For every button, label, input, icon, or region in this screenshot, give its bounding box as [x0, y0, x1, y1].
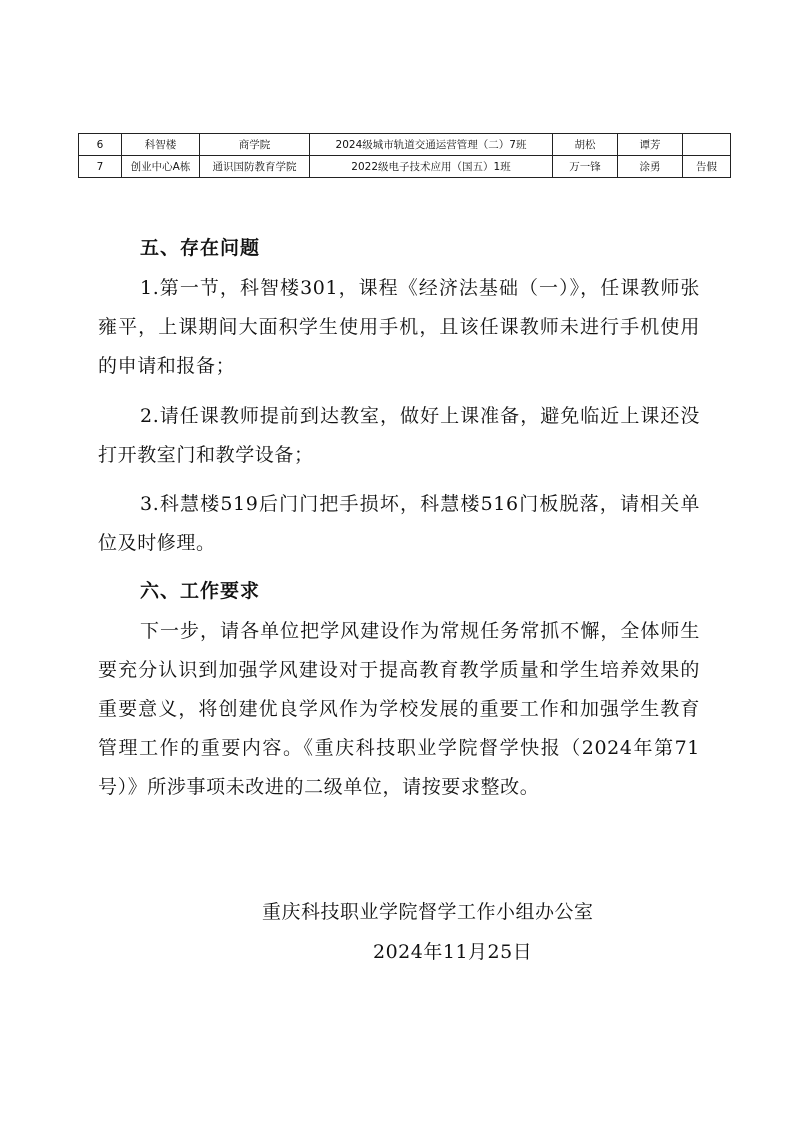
- table-cell-supervisor: 涂勇: [618, 156, 683, 178]
- issue-item-3: 3.科慧楼519后门门把手损坏，科慧楼516门板脱落，请相关单位及时修理。: [98, 493, 700, 554]
- table-cell-class: 2024级城市轨道交通运营管理（二）7班: [310, 134, 553, 156]
- work-requirements-paragraph: 下一步，请各单位把学风建设作为常规任务常抓不懈，全体师生要充分认识到加强学风建设对于提高教育教学质量和学生培养效果的重要意义，将创建优良学风作为学校发展的重要工作和加强学生教育管理工作的重要内容。《重庆科技职业学院督学快报（2024年第71号）》所涉事项未改进的二级单位，请按要求整改。: [98, 620, 700, 798]
- table-cell-seq: 6: [79, 134, 122, 156]
- table-cell-college: 商学院: [200, 134, 310, 156]
- table-row: [79, 134, 731, 156]
- signature-organization: 重庆科技职业学院督学工作小组办公室: [262, 901, 594, 923]
- signature-date: 2024年11月25日: [373, 941, 533, 963]
- inspection-table: [78, 133, 731, 178]
- table-cell-supervisor: 谭芳: [618, 134, 683, 156]
- table-cell-teacher: 胡松: [553, 134, 618, 156]
- table-cell-class: 2022级电子技术应用（国五）1班: [310, 156, 553, 178]
- table-cell-building: 创业中心A栋: [122, 156, 200, 178]
- table-cell-seq: 7: [79, 156, 122, 178]
- table-cell-college: 通识国防教育学院: [200, 156, 310, 178]
- issue-item-1: 1.第一节，科智楼301，课程《经济法基础（一）》，任课教师张雍平，上课期间大面积学生使用手机，且该任课教师未进行手机使用的申请和报备；: [98, 277, 700, 377]
- table-cell-remark: 告假: [683, 156, 731, 178]
- issue-item-2: 2.请任课教师提前到达教室，做好上课准备，避免临近上课还没打开教室门和教学设备；: [98, 405, 700, 466]
- table-row: [79, 156, 731, 178]
- section-5-heading: 五、存在问题: [140, 237, 261, 259]
- table-cell-teacher: 万一锋: [553, 156, 618, 178]
- section-6-heading: 六、工作要求: [140, 580, 261, 602]
- table-cell-building: 科智楼: [122, 134, 200, 156]
- table-cell-remark: [683, 134, 731, 156]
